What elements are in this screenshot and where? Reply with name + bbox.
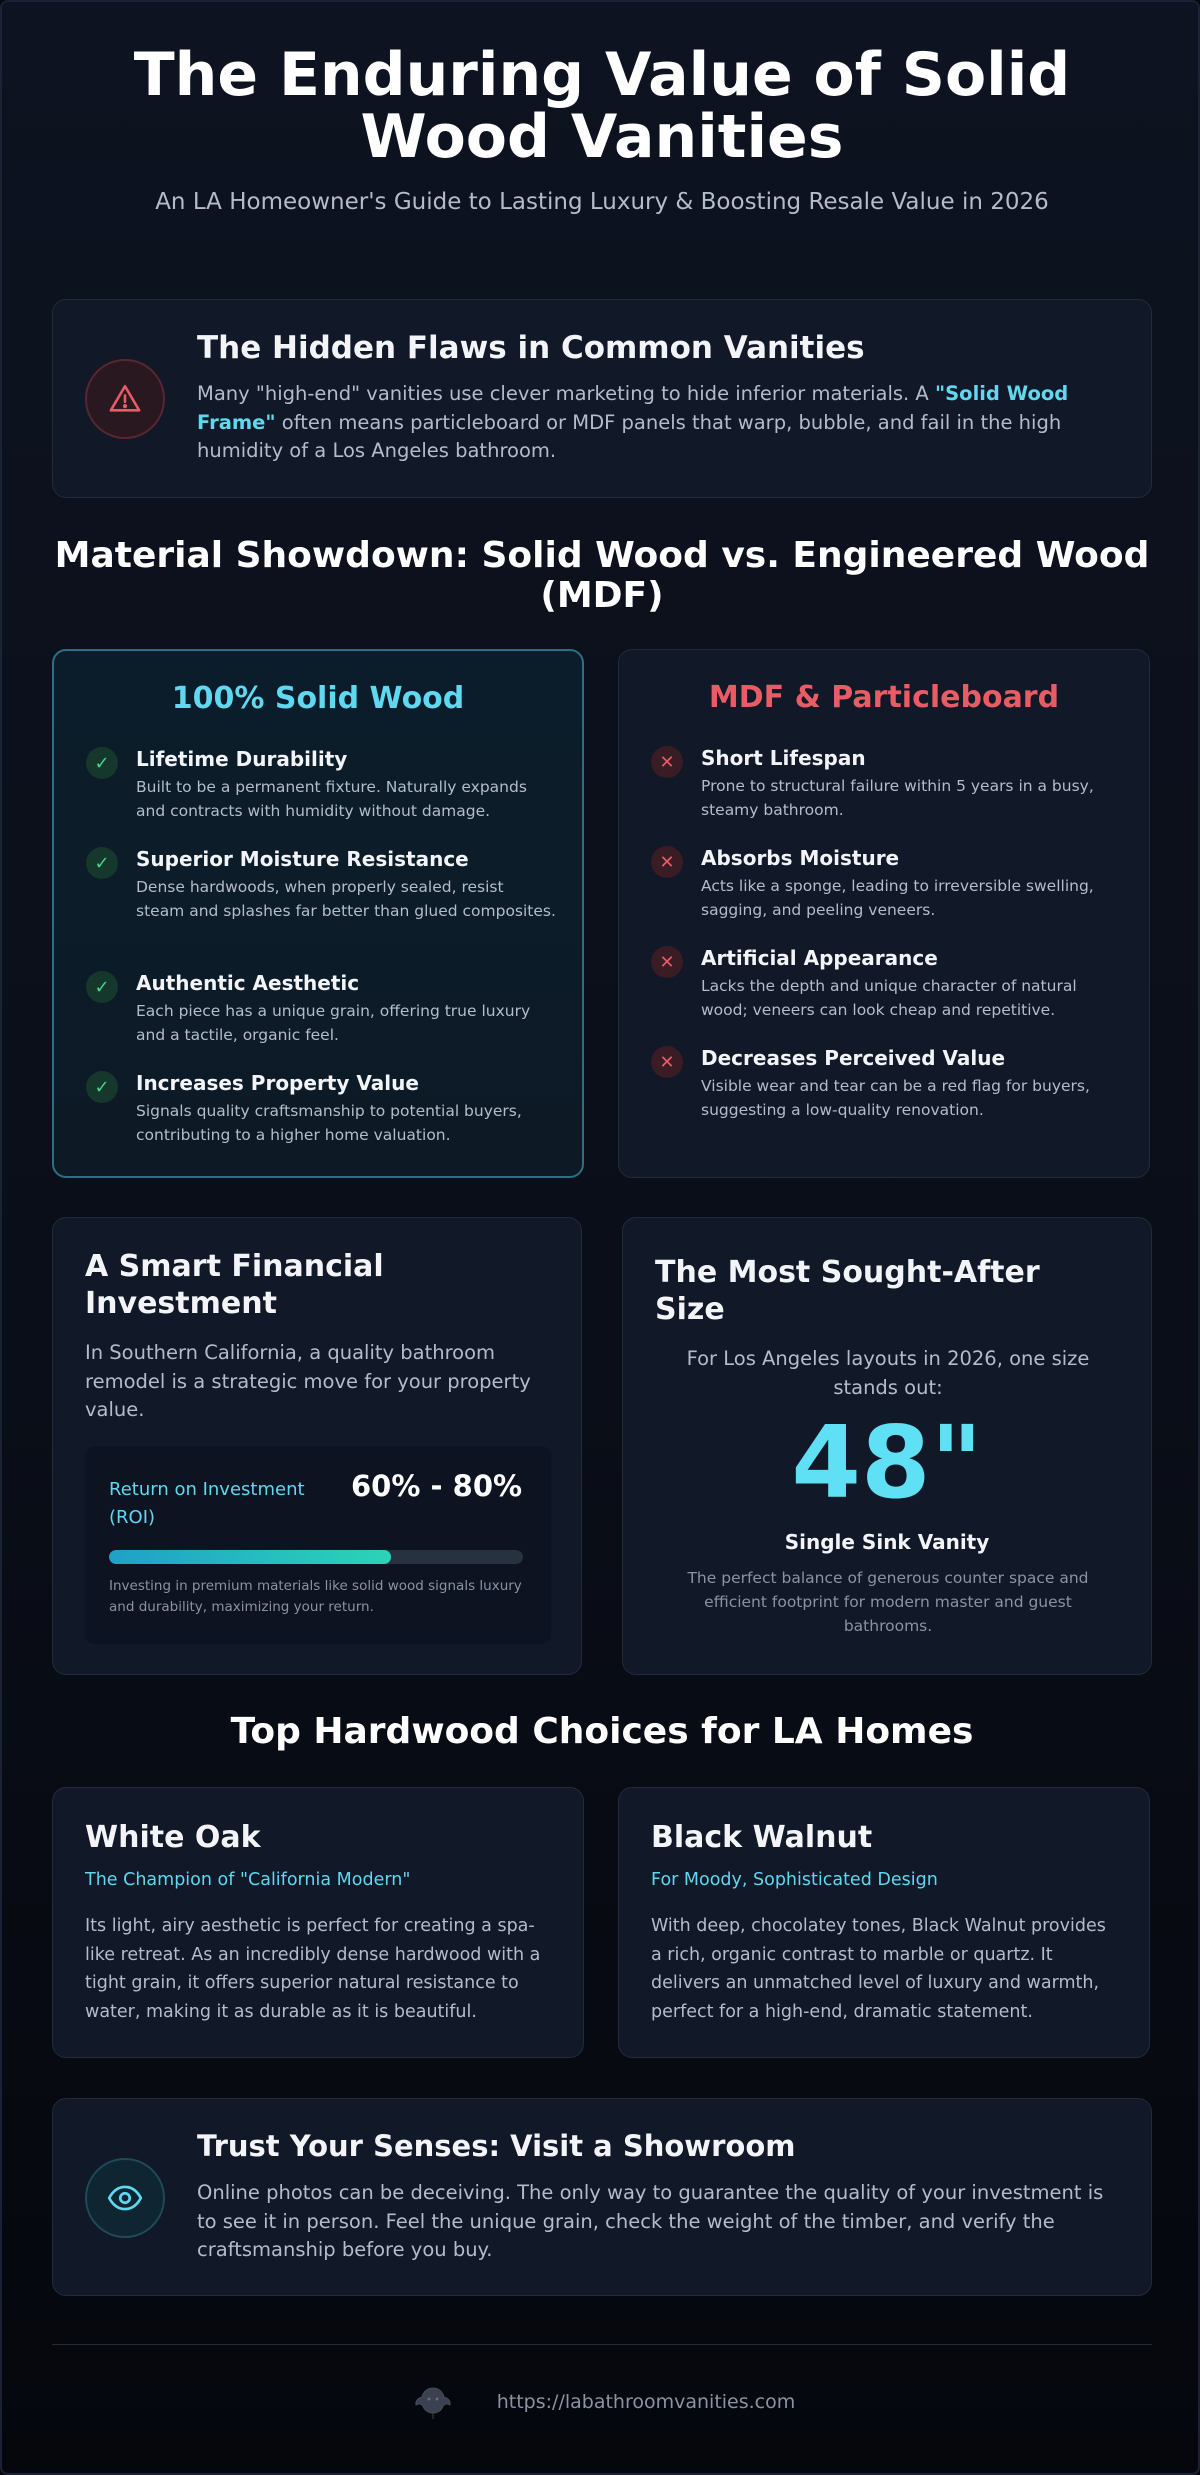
size-note: The perfect balance of generous counter space and efficient footprint for modern master and guest bathrooms. [687, 1569, 1089, 1635]
solid-wood-frame-highlight: "Solid Wood Frame" [197, 382, 1069, 434]
hardwoods-title: Top Hardwood Choices for LA Homes [230, 1711, 974, 1752]
x-icon: ✕ [651, 846, 683, 878]
item-text: Visible wear and tear can be a red flag for buyers, suggesting a low-quality renovation. [701, 1077, 1090, 1119]
check-icon: ✓ [86, 847, 118, 879]
visit-showroom-card [52, 2098, 1152, 2296]
item-title: Lifetime Durability [136, 747, 348, 771]
financial-lead: In Southern California, a quality bathroom remodel is a strategic move for your property value. [85, 1341, 531, 1421]
check-icon: ✓ [86, 971, 118, 1003]
black-walnut-card [618, 1787, 1150, 2058]
item-title: Decreases Perceived Value [701, 1046, 1006, 1070]
roi-value: 60% - 80% [351, 1469, 523, 1503]
wood-name: White Oak [85, 1820, 261, 1855]
check-icon: ✓ [86, 747, 118, 779]
item-title: Authentic Aesthetic [136, 971, 360, 995]
showdown-title: Material Showdown: Solid Wood vs. Engineered Wood (MDF) [54, 535, 1150, 616]
item-text: Acts like a sponge, leading to irreversible swelling, sagging, and peeling veneers. [701, 877, 1094, 919]
item-title: Short Lifespan [701, 746, 866, 770]
visit-text: Online photos can be deceiving. The only way to guarantee the quality of your investment is to see it in person. Feel the unique grain, check the weight of the timber, and verify the craftsmanship before you buy. [197, 2181, 1104, 2261]
item-title: Superior Moisture Resistance [136, 847, 469, 871]
x-icon: ✕ [651, 1046, 683, 1078]
size-lead: For Los Angeles layouts in 2026, one size stands out: [686, 1347, 1090, 1399]
item-text: Signals quality craftsmanship to potential buyers, contributing to a higher home valuation. [136, 1102, 522, 1144]
wood-description: Its light, airy aesthetic is perfect for creating a spa-like retreat. As an incredibly dense hardwood with a tight grain, it offers superior natural resistance to water, making it as durable as it is beautiful. [85, 1916, 541, 2022]
roi-panel [85, 1446, 551, 1644]
page-title: The Enduring Value of Solid Wood Vanities [133, 40, 1071, 172]
roi-progress-fill [109, 1550, 391, 1564]
solid-wood-column [52, 649, 584, 1178]
size-title: The Most Sought-After Size [655, 1255, 1040, 1327]
item-text: Prone to structural failure within 5 years in a busy, steamy bathroom. [701, 777, 1094, 819]
site-logo-icon [409, 2382, 457, 2422]
roi-label: Return on Investment (ROI) [109, 1479, 305, 1528]
item-text: Lacks the depth and unique character of natural wood; veneers can look cheap and repetitive. [701, 977, 1077, 1019]
roi-note: Investing in premium materials like solid wood signals luxury and durability, maximizing your return. [109, 1578, 522, 1615]
footer-divider [52, 2344, 1152, 2345]
financial-investment-card [52, 1217, 582, 1675]
wood-name: Black Walnut [651, 1820, 873, 1855]
mdf-column [618, 649, 1150, 1178]
check-icon: ✓ [86, 1071, 118, 1103]
wood-tagline: For Moody, Sophisticated Design [651, 1870, 938, 1890]
page-subtitle: An LA Homeowner's Guide to Lasting Luxury & Boosting Resale Value in 2026 [155, 189, 1049, 215]
eye-icon [85, 2158, 165, 2238]
item-text: Each piece has a unique grain, offering true luxury and a tactile, organic feel. [136, 1002, 531, 1044]
wood-tagline: The Champion of "California Modern" [85, 1870, 411, 1890]
visit-title: Trust Your Senses: Visit a Showroom [197, 2129, 796, 2163]
sought-after-size-card [622, 1217, 1152, 1675]
financial-title: A Smart Financial Investment [85, 1249, 384, 1321]
item-title: Increases Property Value [136, 1071, 419, 1095]
warning-triangle-icon [85, 359, 165, 439]
roi-progress-bar [109, 1550, 523, 1564]
footer [2, 2382, 1200, 2422]
mdf-heading: MDF & Particleboard [708, 680, 1060, 715]
white-oak-card [52, 1787, 584, 2058]
item-title: Artificial Appearance [701, 946, 938, 970]
x-icon: ✕ [651, 946, 683, 978]
item-title: Absorbs Moisture [701, 846, 900, 870]
size-value: 48" [791, 1404, 983, 1521]
item-text: Dense hardwoods, when properly sealed, resist steam and splashes far better than glued composites. [136, 878, 556, 920]
wood-description: With deep, chocolatey tones, Black Walnut provides a rich, organic contrast to marble or quartz. It delivers an unmatched level of luxury and warmth, perfect for a high-end, dramatic statement. [651, 1916, 1106, 2022]
solid-wood-heading: 100% Solid Wood [171, 681, 465, 716]
website-link[interactable]: https://labathroomvanities.com [496, 2391, 796, 2413]
x-icon: ✕ [651, 746, 683, 778]
hidden-flaws-text: Many "high-end" vanities use clever marketing to hide inferior materials. A "Solid Wood Frame" often means particleboard or MDF panels that warp, bubble, and fail in the high humidity of a Los Angeles bathroom. [197, 382, 1069, 462]
item-text: Built to be a permanent fixture. Naturally expands and contracts with humidity without damage. [136, 778, 527, 820]
size-caption: Single Sink Vanity [784, 1530, 990, 1554]
hidden-flaws-title: The Hidden Flaws in Common Vanities [197, 330, 865, 366]
hidden-flaws-card [52, 299, 1152, 498]
